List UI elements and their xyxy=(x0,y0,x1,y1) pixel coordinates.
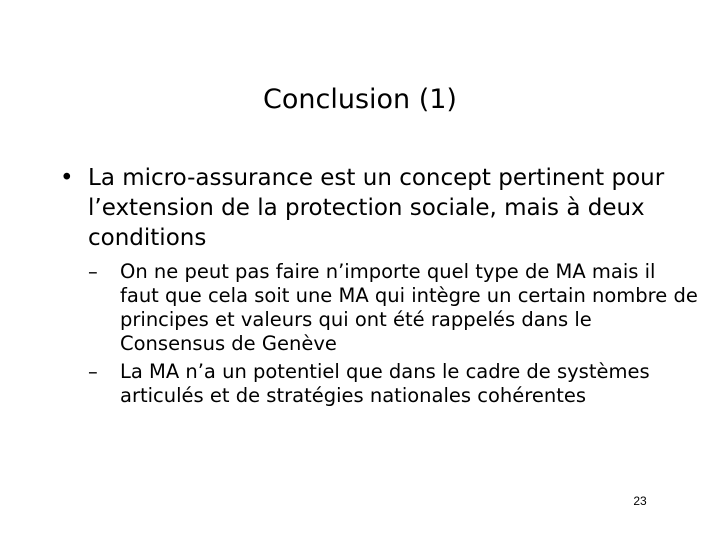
slide-title xyxy=(0,82,720,118)
bullet-list xyxy=(60,163,700,412)
bullet-text: La micro-assurance est un concept pertinent pour l’extension de la protection sociale, mais à deux conditions xyxy=(88,165,665,251)
dash-icon: – xyxy=(88,360,98,383)
page-number: 23 xyxy=(633,494,647,508)
sub-bullet-list xyxy=(88,260,700,408)
sub-bullet-item xyxy=(88,360,700,408)
sub-bullet-text: On ne peut pas faire n’importe quel type de MA mais il faut que cela soit une MA qui intègre un certain nombre de principes et valeurs qui ont été rappelés dans le Consensus de Genève xyxy=(120,260,698,355)
sub-bullet-item xyxy=(88,260,700,356)
dash-icon: – xyxy=(88,260,98,283)
bullet-dot-icon: • xyxy=(60,165,74,191)
bullet-item xyxy=(60,163,700,253)
slide-title-text: Conclusion (1) xyxy=(263,84,457,115)
sub-bullet-text: La MA n’a un potentiel que dans le cadre de systèmes articulés et de stratégies nationales cohérentes xyxy=(120,360,650,407)
